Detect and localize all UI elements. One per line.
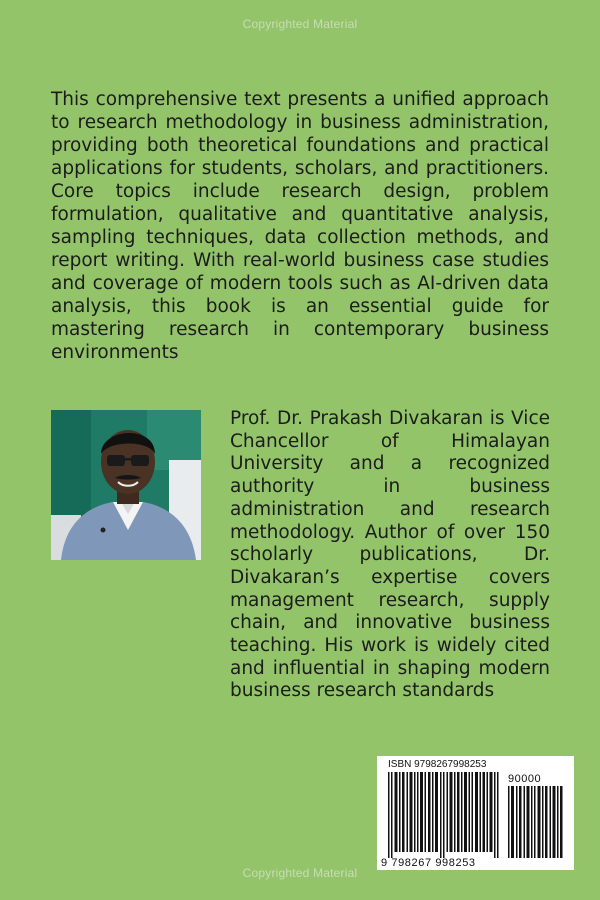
barcode-bars xyxy=(388,772,500,858)
isbn-label: ISBN 9798267998253 xyxy=(388,759,487,770)
author-photo xyxy=(51,410,201,560)
isbn-digits: 9 798267 998253 xyxy=(381,857,476,869)
author-bio: Prof. Dr. Prakash Divakaran is Vice Chancellor of Himalayan University and a recognized authority in business administration and research methodology. Author of over 150 scholarly publications, Dr. Divakaran’s expertise covers management research, supply chain, and innovative business teaching. His work is widely cited and influential in shaping modern business research standards xyxy=(230,408,550,702)
copyright-watermark-bottom: Copyrighted Material xyxy=(242,866,358,880)
price-code: 90000 xyxy=(508,773,542,785)
isbn-barcode xyxy=(377,756,574,870)
book-description: This comprehensive text presents a unified approach to research methodology in business administration, providing both theoretical foundations and practical applications for students, scholars, and practitioners. Core topics include research design, problem formulation, qualitative and quantitative analysis, sampling techniques, data collection methods, and report writing. With real-world business case studies and coverage of modern tools such as AI-driven data analysis, this book is an essential guide for mastering research in contemporary business environments xyxy=(51,89,549,363)
price-addon-bars xyxy=(508,786,564,858)
copyright-watermark-top: Copyrighted Material xyxy=(242,17,358,31)
